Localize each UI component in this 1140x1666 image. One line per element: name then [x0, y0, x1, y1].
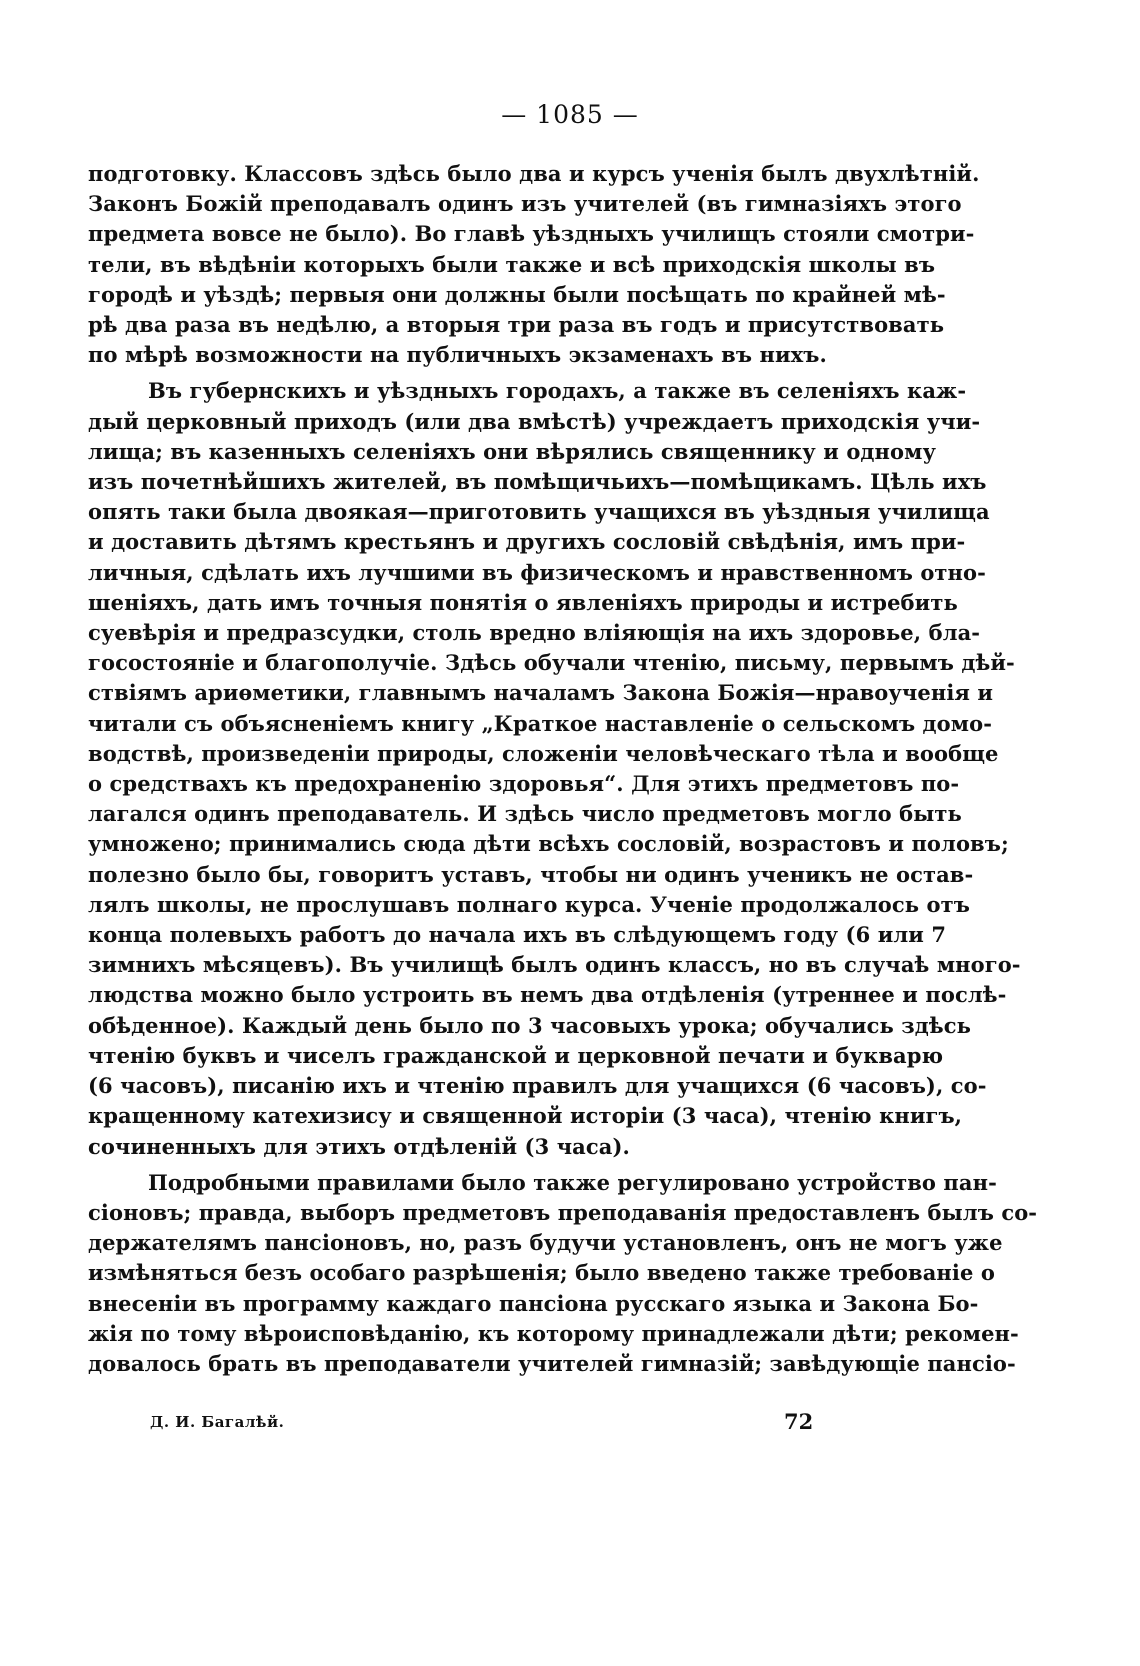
text-line: шеніяхъ, дать имъ точныя понятія о явленіяхъ природы и истребить [88, 589, 958, 615]
text-line: опять таки была двоякая—приготовить учащихся въ уѣздныя училища [88, 499, 990, 525]
text-line: обѣденное). Каждый день было по 3 часовыхъ урока; обучались здѣсь [88, 1012, 971, 1038]
text-line: по мѣрѣ возможности на публичныхъ экзаменахъ въ нихъ. [88, 342, 827, 368]
text-line: зимнихъ мѣсяцевъ). Въ училищѣ былъ одинъ классъ, но въ случаѣ много- [88, 952, 1021, 978]
text-line: конца полевыхъ работъ до начала ихъ въ слѣдующемъ году (6 или 7 [88, 922, 947, 948]
text-line: лища; въ казенныхъ селеніяхъ они вѣрялись священнику и одному [88, 438, 936, 464]
text-line: предмета вовсе не было). Во главѣ уѣздныхъ училищъ стояли смотри- [88, 221, 975, 247]
text-line: суевѣрія и предразсудки, столь вредно вліяющія на ихъ здоровье, бла- [88, 620, 981, 646]
text-line: читали съ объясненіемъ книгу „Краткое наставленіе о сельскомъ домо- [88, 710, 993, 736]
paragraph [88, 1168, 1038, 1379]
text-line: жія по тому вѣроисповѣданію, къ которому принадлежали дѣти; рекомен- [88, 1320, 1019, 1346]
text-line: Подробными правилами было также регулировано устройство пан- [148, 1169, 997, 1195]
text-line: сочиненныхъ для этихъ отдѣленій (3 часа). [88, 1133, 630, 1159]
text-line: дый церковный приходъ (или два вмѣстѣ) учреждаетъ приходскія учи- [88, 408, 981, 434]
text-line: умножено; принимались сюда дѣти всѣхъ сословій, возрастовъ и половъ; [88, 831, 1009, 857]
text-line: ствіямъ ариѳметики, главнымъ началамъ Закона Божія—нравоученія и [88, 680, 994, 706]
text-line: госостояніе и благополучіе. Здѣсь обучали чтенію, письму, первымъ дѣй- [88, 650, 1015, 676]
text-line: лагался одинъ преподаватель. И здѣсь число предметовъ могло быть [88, 801, 962, 827]
text-line: подготовку. Классовъ здѣсь было два и курсъ ученія былъ двухлѣтній. [88, 161, 980, 186]
text-line: и доставить дѣтямъ крестьянъ и другихъ сословій свѣдѣнія, имъ при- [88, 529, 966, 555]
text-line: водствѣ, произведеніи природы, сложеніи человѣческаго тѣла и вообще [88, 740, 999, 766]
text-line: чтенію буквъ и чиселъ гражданской и церковной печати и букварю [88, 1042, 944, 1068]
text-line: людства можно было устроить въ немъ два отдѣленія (утреннее и послѣ- [88, 982, 1007, 1008]
text-line: довалось брать въ преподаватели учителей гимназій; завѣдующіе пансіо- [88, 1350, 1016, 1376]
text-line: полезно было бы, говоритъ уставъ, чтобы ни одинъ ученикъ не остав- [88, 861, 974, 887]
text-line: внесеніи въ программу каждаго пансіона русскаго языка и Закона Бо- [88, 1290, 979, 1316]
text-line: держателямъ пансіоновъ, но, разъ будучи установленъ, онъ не могъ уже [88, 1230, 1003, 1256]
text-line: тели, въ вѣдѣніи которыхъ были также и всѣ приходскія школы въ [88, 251, 936, 277]
text-line: измѣняться безъ особаго разрѣшенія; было введено также требованіе о [88, 1260, 995, 1286]
page-footer [150, 1409, 850, 1439]
text-line: кращенному катехизису и священной исторіи (3 часа), чтенію книгъ, [88, 1103, 963, 1129]
text-line: сіоновъ; правда, выборъ предметовъ преподаванія предоставленъ былъ со- [88, 1199, 1038, 1225]
text-line: Въ губернскихъ и уѣздныхъ городахъ, а также въ селеніяхъ каж- [148, 378, 967, 404]
text-line: рѣ два раза въ недѣлю, а вторыя три раза въ годъ и присутствовать [88, 312, 945, 338]
footer-sheet-number: 72 [784, 1409, 814, 1434]
text-line: Законъ Божій преподавалъ одинъ изъ учителей (въ гимназіяхъ этого [88, 191, 962, 217]
text-line: изъ почетнѣйшихъ жителей, въ помѣщичьихъ—помѣщикамъ. Цѣль ихъ [88, 469, 987, 495]
text-line: городѣ и уѣздѣ; первыя они должны были посѣщать по крайней мѣ- [88, 281, 946, 307]
text-line: лялъ школы, не прослушавъ полнаго курса. Ученіе продолжалось отъ [88, 891, 970, 917]
footer-author: Д. И. Багалѣй. [150, 1413, 285, 1431]
body-text [88, 159, 1038, 1379]
text-line: личныя, сдѣлать ихъ лучшими въ физическомъ и нравственномъ отно- [88, 559, 986, 585]
text-line: (6 часовъ), писанію ихъ и чтенію правилъ для учащихся (6 часовъ), со- [88, 1073, 987, 1099]
page-number: — 1085 — [501, 100, 639, 129]
paragraph [88, 376, 1021, 1161]
text-line: о средствахъ къ предохраненію здоровья“. Для этихъ предметовъ по- [88, 771, 960, 797]
paragraph [88, 159, 980, 370]
